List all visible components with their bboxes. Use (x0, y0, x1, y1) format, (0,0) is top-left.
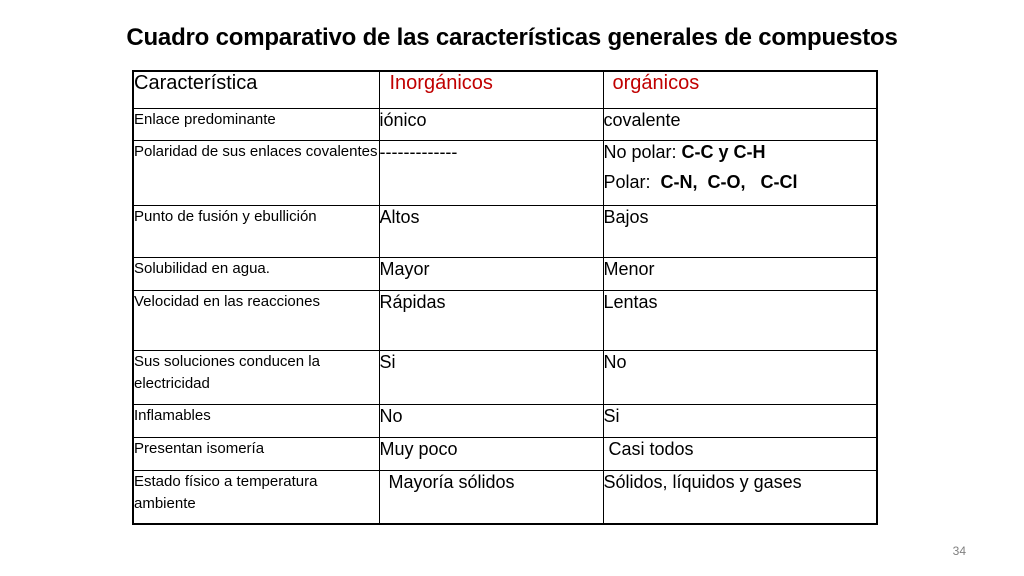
row-feature: Enlace predominante (133, 108, 379, 140)
row-inorganic: Si (379, 350, 603, 404)
row-feature: Punto de fusión y ebullición (133, 205, 379, 257)
nonpolar-bonds: C-C y C-H (681, 141, 766, 162)
row-feature: Velocidad en las reacciones (133, 290, 379, 350)
row-inorganic: Mayor (379, 257, 603, 290)
table-row (133, 437, 877, 470)
table-row (133, 470, 877, 524)
table-row (133, 108, 877, 140)
table-row (133, 205, 877, 257)
row-inorganic: Mayoría sólidos (379, 470, 603, 524)
row-organic: Lentas (603, 290, 877, 350)
row-organic: Casi todos (603, 437, 877, 470)
row-organic: Bajos (603, 205, 877, 257)
row-organic: Menor (603, 257, 877, 290)
table-row (133, 290, 877, 350)
row-inorganic: No (379, 404, 603, 437)
polar-bonds: C-N, C-O, C-Cl (660, 171, 798, 192)
slide-title: Cuadro comparativo de las características generales de compuestos (126, 24, 898, 51)
row-inorganic: iónico (379, 108, 603, 140)
row-inorganic: Altos (379, 205, 603, 257)
table-row (133, 257, 877, 290)
polar-prefix: Polar: (603, 171, 661, 192)
row-inorganic: Rápidas (379, 290, 603, 350)
row-feature: Inflamables (133, 404, 379, 437)
nonpolar-line (604, 141, 877, 163)
table-row (133, 350, 877, 404)
page-number: 34 (952, 544, 966, 558)
row-inorganic: Muy poco (379, 437, 603, 470)
row-organic: Sólidos, líquidos y gases (603, 470, 877, 524)
row-organic: No (603, 350, 877, 404)
row-inorganic: ------------- (379, 140, 603, 205)
header-caracteristica: Característica (133, 71, 379, 108)
row-organic (603, 140, 877, 205)
comparison-table (132, 70, 878, 525)
row-feature: Presentan isomería (133, 437, 379, 470)
header-organicos: orgánicos (603, 71, 877, 108)
header-inorganicos: Inorgánicos (379, 71, 603, 108)
polar-line (604, 171, 877, 193)
table-header-row (133, 71, 877, 108)
table-row (133, 140, 877, 205)
row-organic: covalente (603, 108, 877, 140)
row-feature: Estado físico a temperatura ambiente (133, 470, 379, 524)
nonpolar-prefix: No polar: (603, 141, 682, 162)
row-feature: Solubilidad en agua. (133, 257, 379, 290)
row-organic: Si (603, 404, 877, 437)
row-feature: Sus soluciones conducen la electricidad (133, 350, 379, 404)
row-feature: Polaridad de sus enlaces covalentes (133, 140, 379, 205)
table-row (133, 404, 877, 437)
